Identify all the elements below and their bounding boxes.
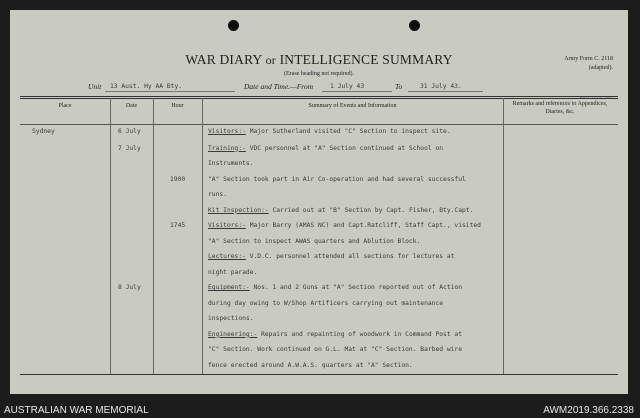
entry-text: during day owing to W/Shop Artificers carrying out maintenance <box>208 299 444 307</box>
entry-place: Sydney <box>32 128 55 135</box>
entry-text: night parade. <box>208 268 258 276</box>
erase-note: (Erase heading not required). <box>284 71 354 77</box>
entry-line <box>208 284 462 291</box>
entry-date: 7 July <box>118 144 141 152</box>
entry-heading: Engineering:- <box>208 330 258 338</box>
entry-text: Instruments. <box>208 160 254 167</box>
entry-line <box>208 300 443 307</box>
entry-line <box>208 222 481 229</box>
punch-hole-left <box>228 20 239 31</box>
punch-hole-right <box>409 20 420 31</box>
table-top-rule <box>20 96 618 97</box>
army-form-adapted: (adapted). <box>588 65 613 71</box>
entry-heading: Equipment:- <box>208 284 250 291</box>
entry-line <box>208 238 420 245</box>
entry-heading: Visitors:- <box>208 128 246 135</box>
entry-text: "A" Section to inspect AWAS quarters and Ablution Block. <box>208 237 421 245</box>
diary-page <box>10 10 628 394</box>
entry-line <box>208 331 462 338</box>
entry-line <box>208 315 254 322</box>
entry-heading: Training:- <box>208 144 246 152</box>
col-header-place: Place <box>58 103 72 109</box>
footer-accession-number: AWM2019.366.2338 <box>543 405 634 416</box>
entry-text: "C" Section. Work continued on G.L. Mat at "C" Section. Barbed wire <box>208 346 463 353</box>
from-value: 1 July 43 <box>330 83 365 90</box>
entry-line <box>208 145 443 152</box>
entry-date: 8 July <box>118 284 141 291</box>
entry-heading: Lectures:- <box>208 253 246 260</box>
entry-text: inspections. <box>208 315 254 322</box>
to-label: To <box>395 82 403 91</box>
entry-text: Carried out at "B" Section by Capt. Fisher, Bty.Capt. <box>268 206 474 214</box>
entry-line <box>208 346 462 353</box>
entry-text: Major Barry (AMAS NC) and Capt.Ratcliff, Staff Capt., visited <box>245 222 481 229</box>
entry-date: 6 July <box>118 128 141 135</box>
entry-line <box>208 362 413 369</box>
col-header-hour: Hour <box>171 103 184 109</box>
col-divider-2 <box>153 98 154 374</box>
entry-text: Repairs and repainting of woodwork in Command Post at <box>257 330 463 338</box>
entry-text: VDC personnel at "A" Section continued at School on <box>245 144 444 152</box>
entry-text: Nos. 1 and 2 Guns at "A" Section reported out of Action <box>249 284 463 291</box>
entry-line <box>208 191 227 198</box>
army-form-label <box>564 55 613 73</box>
col-header-summary: Summary of Events and Information <box>308 103 397 109</box>
col-divider-4 <box>503 98 504 374</box>
title-intelligence-summary: INTELLIGENCE SUMMARY <box>279 52 453 67</box>
entry-text: runs. <box>208 191 227 198</box>
entry-hour: 1900 <box>170 175 186 183</box>
date-time-label: Date and Time.—From <box>244 82 314 91</box>
table-bottom-rule <box>20 374 618 375</box>
entry-text: "A" Section took part in Air Co-operation and had several successful <box>208 175 466 183</box>
entry-text: fence erected around A.W.A.S. quarters at "A" Section. <box>208 361 413 369</box>
entry-line <box>208 207 473 214</box>
entry-line <box>208 160 254 167</box>
unit-label: Unit <box>88 82 102 91</box>
entry-heading: Kit Inspection:- <box>208 206 269 214</box>
unit-value: 13 Aust. Hy AA Bty. <box>110 83 183 90</box>
entry-heading: Visitors:- <box>208 222 246 229</box>
to-value: 31 July 43. <box>420 83 462 90</box>
title-war-diary: WAR DIARY <box>185 52 262 67</box>
entry-line <box>208 269 257 276</box>
entry-hour: 1745 <box>170 222 186 229</box>
col-divider-1 <box>110 98 111 374</box>
form-title <box>10 52 628 68</box>
col-divider-3 <box>202 98 203 374</box>
col-header-date: Date <box>125 103 138 109</box>
footer-institution: AUSTRALIAN WAR MEMORIAL <box>4 405 149 416</box>
to-underline <box>408 91 483 92</box>
col-header-remarks: Remarks and references to Appendices, Diaries, &c. <box>512 101 608 115</box>
title-or: or <box>265 53 276 67</box>
entry-line <box>208 176 466 183</box>
army-form-number: Army Form C. 2118 <box>564 56 613 62</box>
entry-line <box>208 128 451 135</box>
entry-text: V.D.C. personnel attended all sections for lectures at <box>245 253 455 260</box>
entry-line <box>208 253 454 260</box>
entry-text: Major Sutherland visited "C" Section to inspect site. <box>245 128 451 135</box>
unit-underline <box>105 91 235 92</box>
from-underline <box>322 91 392 92</box>
